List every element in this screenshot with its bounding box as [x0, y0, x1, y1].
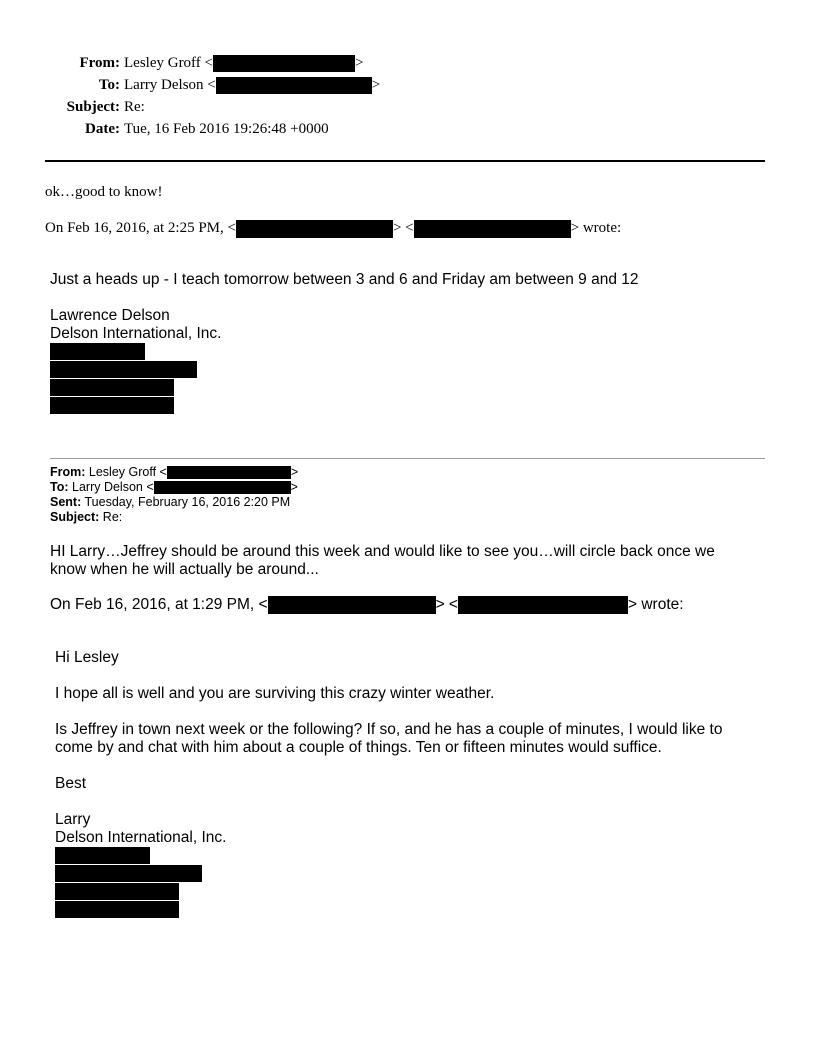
redaction-block	[154, 481, 291, 494]
header-from-value	[124, 54, 363, 72]
fwd-sent-label: Sent:	[50, 495, 82, 509]
header-to-name: Larry Delson <	[124, 77, 216, 93]
quoted2-sig-company: Delson International, Inc.	[55, 829, 227, 846]
quoted1-sig-company: Delson International, Inc.	[50, 325, 222, 342]
forward-divider	[50, 458, 765, 459]
header-date-value: Tue, 16 Feb 2016 19:26:48 +0000	[124, 121, 329, 137]
redaction-block	[268, 596, 436, 614]
fwd-sent-value: Tuesday, February 16, 2016 2:20 PM	[84, 495, 291, 509]
fwd-body-line1: HI Larry…Jeffrey should be around this week and would like to see you…will circle back once we	[50, 543, 715, 560]
redaction-block	[216, 77, 372, 94]
header-divider	[45, 160, 765, 162]
quoted2-line1: I hope all is well and you are surviving this crazy winter weather.	[55, 685, 495, 702]
fwd-from-row	[50, 465, 298, 480]
fwd-quote-intro-mid: > <	[435, 596, 458, 614]
quoted1-sig-name: Lawrence Delson	[50, 307, 170, 324]
header-to-value	[124, 76, 380, 94]
fwd-quote-intro	[50, 596, 684, 614]
redaction-block	[458, 596, 628, 614]
quoted2-sig-name: Larry	[55, 811, 91, 828]
redaction-block	[167, 466, 291, 479]
redaction-block	[213, 55, 355, 72]
redaction-block	[236, 220, 393, 238]
fwd-subject-value: Re:	[102, 510, 123, 524]
quote-intro-mid: > <	[392, 220, 414, 236]
header-from-close: >	[355, 55, 364, 71]
fwd-sent-row	[50, 495, 290, 510]
fwd-from-value: Lesley Groff <	[88, 465, 167, 479]
header-from-label: From:	[79, 55, 120, 71]
fwd-subject-row	[50, 510, 122, 525]
quoted2-line2a: Is Jeffrey in town next week or the following? If so, and he has a couple of minutes, I would like to	[55, 721, 723, 738]
redaction-block	[50, 343, 145, 360]
reply-body: ok…good to know!	[45, 184, 163, 200]
reply-quote-intro	[45, 219, 621, 238]
header-to-close: >	[371, 77, 381, 93]
redaction-block	[55, 865, 202, 882]
fwd-to-close: >	[290, 480, 298, 494]
fwd-quote-intro-prefix: On Feb 16, 2016, at 1:29 PM, <	[50, 596, 268, 614]
fwd-to-row	[50, 480, 298, 495]
quoted2-closing: Best	[55, 775, 87, 792]
header-date-label: Date:	[85, 121, 120, 137]
redaction-block	[50, 397, 174, 414]
redaction-block	[414, 220, 571, 238]
redaction-block	[50, 361, 197, 378]
quoted2-greeting: Hi Lesley	[55, 649, 119, 666]
quoted1-body: Just a heads up - I teach tomorrow between 3 and 6 and Friday am between 9 and 12	[50, 271, 639, 288]
header-subject-value: Re:	[124, 99, 145, 115]
redaction-block	[55, 847, 150, 864]
header-to-label: To:	[98, 77, 120, 93]
fwd-from-label: From:	[50, 465, 86, 479]
quote-intro-prefix: On Feb 16, 2016, at 2:25 PM, <	[45, 220, 236, 236]
fwd-from-close: >	[290, 465, 299, 479]
fwd-to-value: Larry Delson <	[72, 480, 154, 494]
redaction-block	[55, 901, 179, 918]
fwd-quote-intro-suffix: > wrote:	[628, 596, 684, 614]
quoted2-line2b: come by and chat with him about a couple of things. Ten or fifteen minutes would suffice.	[55, 739, 662, 756]
fwd-subject-label: Subject:	[50, 510, 100, 524]
redaction-block	[55, 883, 179, 900]
header-from-name: Lesley Groff <	[124, 55, 213, 71]
header-subject-label: Subject:	[66, 99, 120, 115]
fwd-body-line2: know when he will actually be around...	[50, 561, 319, 578]
fwd-to-label: To:	[50, 480, 69, 494]
quote-intro-suffix: > wrote:	[570, 220, 622, 236]
redaction-block	[50, 379, 174, 396]
